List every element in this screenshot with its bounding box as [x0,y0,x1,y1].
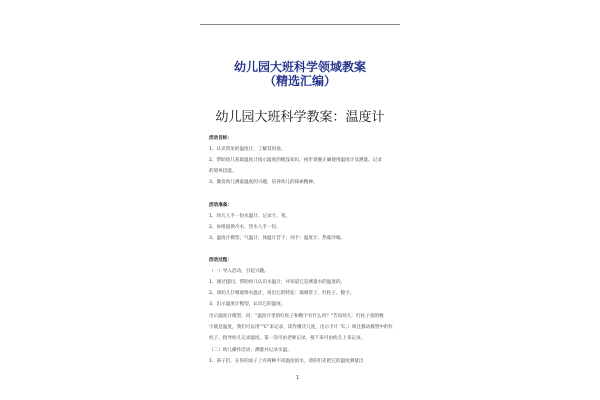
process-line: 柱子，指导幼儿记录温度。第一次可由老师记录，接下来可由幼儿上来记录。 [209,336,366,341]
header-rule [200,24,400,25]
goal-line: 2、帮助幼儿获取温度计指示温度的粗浅知识，初步掌握正确使用温度计及测量、记录 [209,158,382,163]
main-subtitle: （精选汇编） [263,74,336,88]
process-line: （二）幼儿操作活动：测量并记录水温。 [209,348,292,353]
process-line: 2、请幼儿仔细观察水温计，说出它的特征：玻璃管子、红柱子、数字。 [209,291,355,296]
process-line: 出示温度计模型，问：“温度计里的红柱子和数字有什么用？”告诉幼儿：红柱子指的数 [209,314,384,319]
main-title: 幼儿园大班科学领域教案 [233,60,366,74]
process-line: 3、出示温度计模型，认识它的温度。 [209,302,286,307]
goal-line: 的简单技能。 [209,169,237,174]
process-line: （一）导入活动，引起兴趣。 [209,269,269,274]
goal-line: 1、认识常见的温度计，了解其用途。 [209,147,286,152]
prep-line: 2、每组提供冷水、热水人手一份。 [209,225,281,230]
prep-line: 1、幼儿人手一份水温计、记录卡、笔。 [209,214,291,219]
process-line: 1、孩子们，在你的桌子上有两种不同温度的水，请你们先把它的温度测量出 [209,359,364,364]
page-number: 1 [296,375,300,381]
prep-heading: 活动准备： [209,203,232,208]
prep-line: 3、温度计模型、气温计、体温计若干；词卡：温度计、热胀冷缩。 [209,236,346,241]
lesson-title: 幼儿园大班科学教案：温度计 [215,110,385,125]
process-line: 字就是温度，我们可以用“℃”来记录，读作摄氏几度，出示卡片 ℃。）叫且移动模型中的红 [209,325,394,330]
process-heading: 活动过程： [209,258,232,263]
process-line: 1、通过提问，帮助幼儿认识水温计，并知道它是测量水的温度的。 [209,280,346,285]
goals-heading: 活动目标： [209,136,232,141]
goal-line: 3、激发幼儿测量温度的兴趣，培养幼儿的探索精神。 [209,180,318,185]
